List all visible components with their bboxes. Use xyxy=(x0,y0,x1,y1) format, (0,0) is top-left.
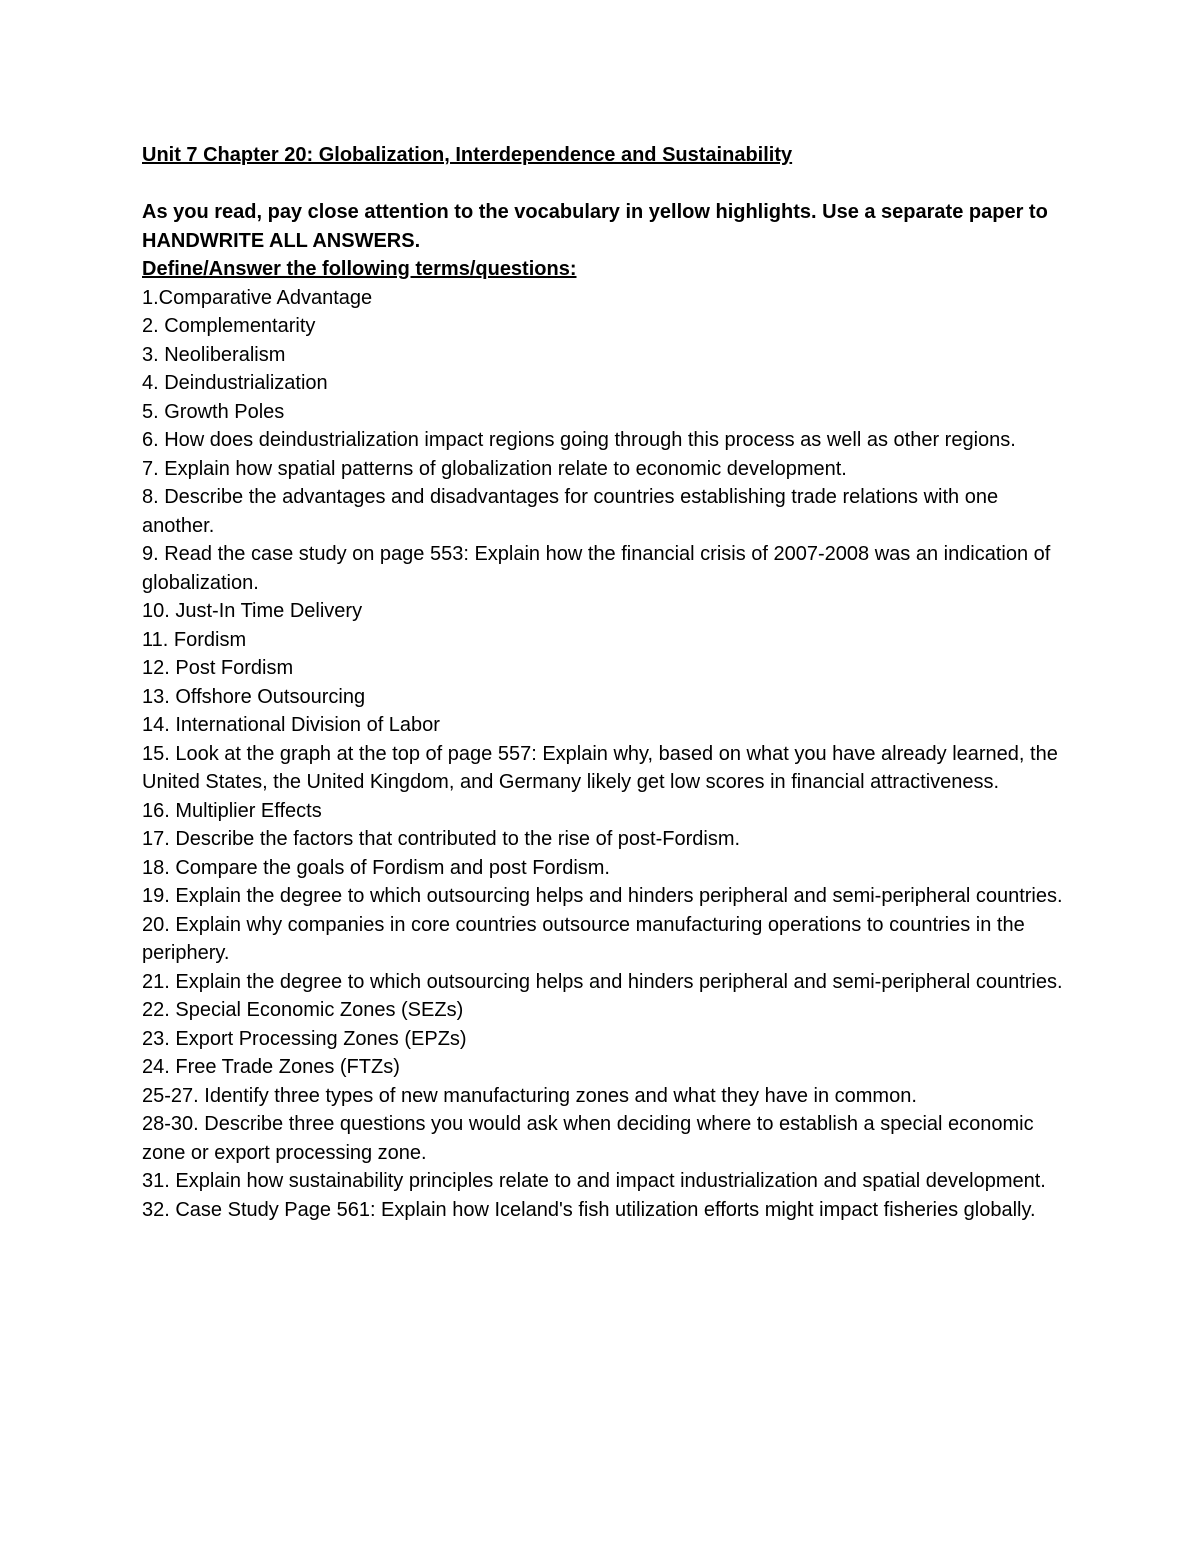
list-item: 1.Comparative Advantage xyxy=(142,286,373,309)
question-list xyxy=(142,284,1072,1225)
list-item: 18. Compare the goals of Fordism and post Fordism. xyxy=(142,856,610,879)
document-title: Unit 7 Chapter 20: Globalization, Interdependence and Sustainability xyxy=(142,144,793,166)
list-item: 16. Multiplier Effects xyxy=(142,799,322,822)
list-item: 17. Describe the factors that contributed to the rise of post-Fordism. xyxy=(142,828,741,850)
list-item: 7. Explain how spatial patterns of globalization relate to economic development. xyxy=(142,457,847,480)
list-item: 10. Just-In Time Delivery xyxy=(142,600,363,622)
list-item: 22. Special Economic Zones (SEZs) xyxy=(142,999,464,1021)
instructions-text: As you read, pay close attention to the vocabulary in yellow highlights. Use a separate paper to HANDWRITE ALL ANSWERS. xyxy=(142,201,1048,252)
list-item: 19. Explain the degree to which outsourcing helps and hinders peripheral and semi-peripheral countries. xyxy=(142,885,1063,907)
list-item: 8. Describe the advantages and disadvantages for countries establishing trade relations with one another. xyxy=(142,486,999,537)
list-item: 23. Export Processing Zones (EPZs) xyxy=(142,1027,467,1050)
list-item: 14. International Division of Labor xyxy=(142,714,440,736)
list-item: 3. Neoliberalism xyxy=(142,343,286,366)
list-item: 21. Explain the degree to which outsourcing helps and hinders peripheral and semi-peripheral countries. xyxy=(142,970,1063,993)
list-item: 11. Fordism xyxy=(142,628,247,651)
list-item: 28-30. Describe three questions you would ask when deciding where to establish a special economic zone or export processing zone. xyxy=(142,1113,1034,1164)
list-item: 4. Deindustrialization xyxy=(142,372,328,394)
questions-heading: Define/Answer the following terms/questions: xyxy=(142,258,577,280)
list-item: 24. Free Trade Zones (FTZs) xyxy=(142,1056,400,1078)
list-item: 5. Growth Poles xyxy=(142,400,285,423)
list-item: 32. Case Study Page 561: Explain how Iceland's fish utilization efforts might impact fisheries globally. xyxy=(142,1198,1036,1221)
list-item: 12. Post Fordism xyxy=(142,657,294,679)
list-item: 15. Look at the graph at the top of page 557: Explain why, based on what you have already learned, the United States, the United Kingdom, and Germany likely get low scores in financial attractiveness. xyxy=(142,742,1058,793)
list-item: 25-27. Identify three types of new manufacturing zones and what they have in common. xyxy=(142,1084,917,1107)
list-item: 31. Explain how sustainability principles relate to and impact industrialization and spatial development. xyxy=(142,1170,1046,1192)
list-item: 6. How does deindustrialization impact regions going through this process as well as other regions. xyxy=(142,429,1016,451)
document-page xyxy=(142,141,1072,1224)
list-item: 9. Read the case study on page 553: Explain how the financial crisis of 2007-2008 was an indication of globalization. xyxy=(142,543,1051,594)
list-item: 13. Offshore Outsourcing xyxy=(142,685,366,708)
list-item: 20. Explain why companies in core countries outsource manufacturing operations to countries in the periphery. xyxy=(142,913,1025,964)
list-item: 2. Complementarity xyxy=(142,315,316,337)
